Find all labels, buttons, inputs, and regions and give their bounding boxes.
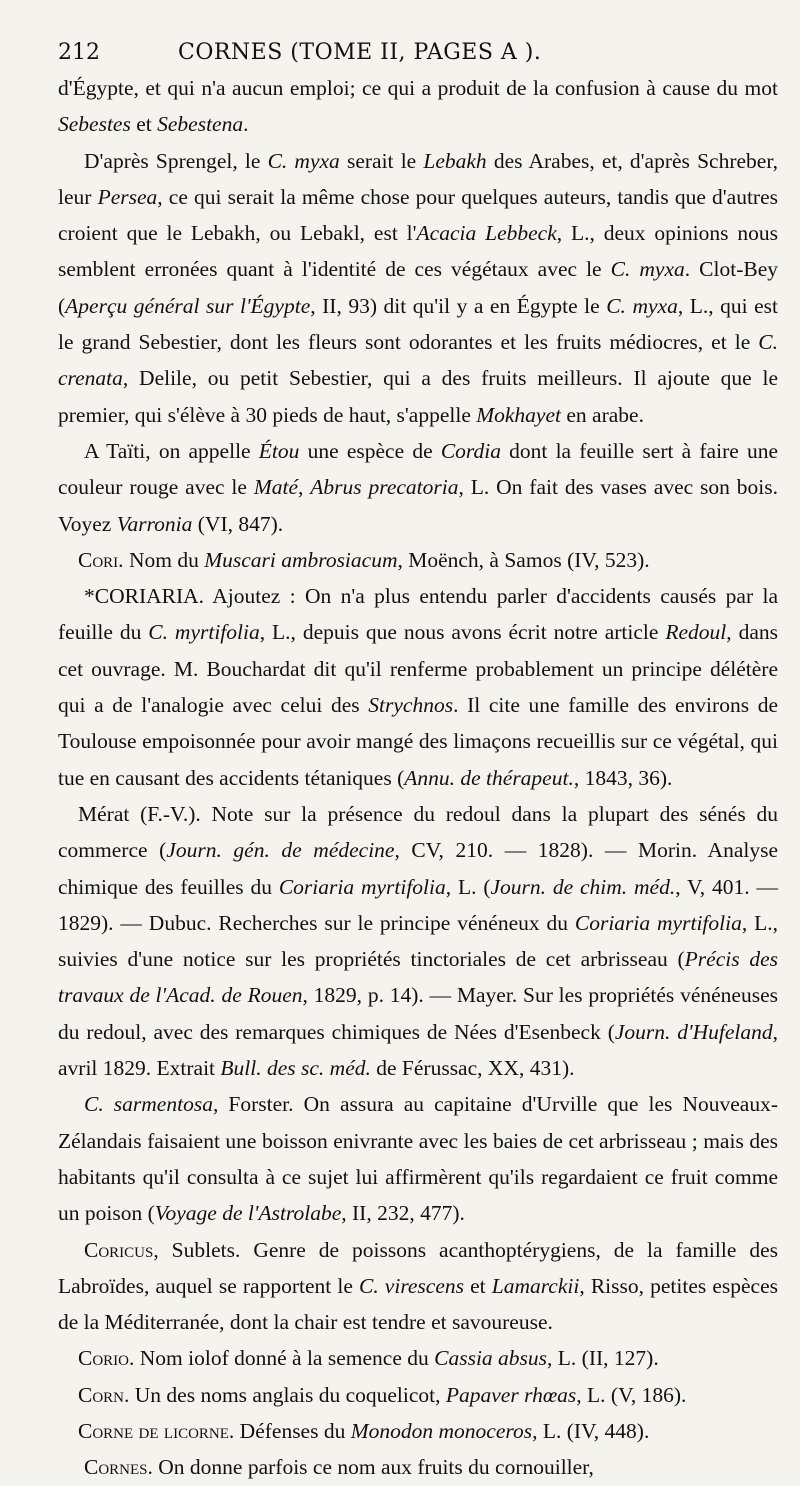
running-head bbox=[58, 38, 778, 68]
paragraph-sprengel: D'après Sprengel, le C. myxa serait le Lebakh des Arabes, et, d'après Schreber, leur Persea, ce qui serait la même chose pour quelques auteurs, tandis que d'autres croient que le Lebakh, ou Lebakl, est l'Acacia Lebbeck, L., deux opinions nous semblent erronées quant à l'identité de ces végétaux avec le C. myxa. Clot-Bey (Aperçu général sur l'Égypte, II, 93) dit qu'il y a en Égypte le C. myxa, L., qui est le grand Sebestier, dont les fleurs sont odorantes et les fruits médiocres, et le C. crenata, Delile, ou petit Sebestier, qui a des fruits meilleurs. Il ajoute que le premier, qui s'élève à 30 pieds de haut, s'appelle Mokhayet en arabe. bbox=[58, 148, 779, 427]
paragraph-taiti: A Taïti, on appelle Étou une espèce de Cordia dont la feuille sert à faire une couleur rouge avec le Maté, Abrus precatoria, L. On fait des vases avec son bois. Voyez Varronia (VI, 847). bbox=[58, 438, 779, 536]
entry-cori: Cori. Nom du Muscari ambrosiacum, Moënch, à Samos (IV, 523). bbox=[78, 547, 650, 572]
paragraph-coriaria: *CORIARIA. Ajoutez : On n'a plus entendu parler d'accidents causés par la feuille du C. myrtifolia, L., depuis que nous avons écrit notre article Redoul, dans cet ouvrage. M. Bouchardat dit qu'il renferme probablement un principe délétère qui a de l'analogie avec celui des Strychnos. Il cite une famille des environs de Toulouse empoisonnée pour avoir mangé des limaçons recueillis sur ce végétal, qui tue en causant des accidents tétaniques (Annu. de thérapeut., 1843, 36). bbox=[58, 584, 778, 790]
paragraph-cornes: Cornes. On donne parfois ce nom aux fruits du cornouiller, bbox=[84, 1455, 594, 1480]
entry-corne-de-licorne: Corne de licorne. Défenses du Monodon monoceros, L. (IV, 448). bbox=[78, 1418, 650, 1443]
paragraph-sarmentosa: C. sarmentosa, Forster. On assura au capitaine d'Urville que les Nouveaux-Zélandais faisaient une boisson enivrante avec les baies de cet arbrisseau ; mais des habitants qu'il consulta à ce sujet lui affirmèrent qu'ils regardaient ce fruit comme un poison (Voyage de l'Astrolabe, II, 232, 477). bbox=[58, 1092, 779, 1226]
bibliography-note: Mérat (F.-V.). Note sur la présence du redoul dans la plupart des sénés du commerce (Journ. gén. de médecine, CV, 210. — 1828). — Morin. Analyse chimique des feuilles du Coriaria myrtifolia, L. (Journ. de chim. méd., V, 401. — 1829). — Dubuc. Recherches sur le principe vénéneux du Coriaria myrtifolia, L., suivies d'une notice sur les propriétés tinctoriales de cet arbrisseau (Précis des travaux de l'Acad. de Rouen, 1829, p. 14). — Mayer. Sur les propriétés vénéneuses du redoul, avec des remarques chimiques de Nées d'Esenbeck (Journ. d'Hufeland, avril 1829. Extrait Bull. des sc. méd. de Férussac, XX, 431). bbox=[58, 801, 779, 1081]
page-body bbox=[58, 70, 778, 1486]
paragraph-coricus: Coricus, Sublets. Genre de poissons acanthoptérygiens, de la famille des Labroïdes, auquel se rapportent le C. virescens et Lamarckii, Risso, petites espèces de la Méditerranée, dont la chair est tendre et savoureuse. bbox=[58, 1237, 778, 1335]
page-number: 212 bbox=[58, 40, 100, 65]
entry-corn: Corn. Un des noms anglais du coquelicot, Papaver rhœas, L. (V, 186). bbox=[78, 1382, 687, 1407]
running-title: CORNES (TOME II, PAGES A ). bbox=[178, 40, 542, 65]
entry-corio: Corio. Nom iolof donné à la semence du Cassia absus, L. (II, 127). bbox=[78, 1346, 659, 1371]
paragraph-continuation: d'Égypte, et qui n'a aucun emploi; ce qui a produit de la confusion à cause du mot Sebestes et Sebestena. bbox=[58, 76, 778, 137]
